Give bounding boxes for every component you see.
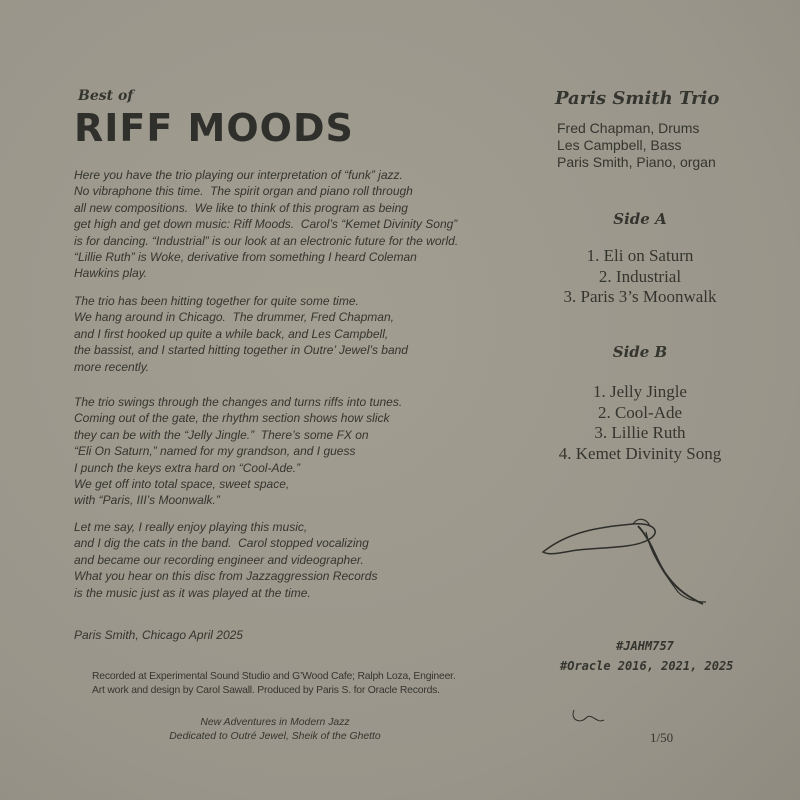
copyright: #Oracle 2016, 2021, 2025: [560, 659, 734, 673]
track: 3. Lillie Ruth: [594, 423, 686, 442]
side-b-heading: Side B: [612, 343, 668, 361]
signature: Paris Smith, Chicago April 2025: [74, 628, 243, 642]
best-of-label: Best of: [78, 88, 134, 104]
album-title: RIFF MOODS: [74, 106, 354, 150]
liner-paragraph: The trio has been hitting together for quite some time. We hang around in Chicago. The drummer, Fred Chapman, and I first hooked up quite a while back, and Les Campbell, the bassist, and I started hitting together in Outre’ Jewel’s band more recently.: [74, 294, 408, 374]
jazzaggression-logo: [570, 680, 690, 726]
edition-number: 1/50: [650, 730, 674, 745]
liner-paragraph: The trio swings through the changes and turns riffs into tunes. Coming out of the gate, the rhythm section shows how slick they can be with the “Jelly Jingle.” There’s some FX on “Eli On Saturn,” named for my grandson, and I guess I punch the keys extra hard on “Cool-Ade.” We get off into total space, sweet space, with “Paris, III’s Moonwalk.”: [74, 395, 403, 508]
liner-paragraph: Let me say, I really enjoy playing this music, and I dig the cats in the band. Carol stopped vocalizing and became our recording engineer and videographer. What you hear on this disc from Jazzaggression Records is the music just as it was played at the time.: [74, 520, 378, 600]
credits: [92, 670, 456, 698]
dedication: [130, 716, 420, 744]
track: 3. Paris 3’s Moonwalk: [563, 287, 717, 306]
side-a-tracklist: [510, 246, 770, 308]
credit-line: New Adventures in Modern Jazz: [200, 717, 350, 728]
band-name: Paris Smith Trio: [555, 88, 720, 109]
side-a-heading: Side A: [613, 210, 667, 228]
credit-line: Recorded at Experimental Sound Studio and G’Wood Cafe; Ralph Loza, Engineer.: [92, 671, 456, 682]
credit-line: Dedicated to Outré Jewel, Sheik of the Ghetto: [169, 731, 381, 742]
liner-paragraph: Here you have the trio playing our interpretation of “funk” jazz. No vibraphone this time. The spirit organ and piano roll through all new compositions. We like to think of this program as being get high and get down music: Riff Moods. Carol’s “Kemet Divinity Song” is for dancing. “Industrial” is our look at an electronic future for the world. “Lillie Ruth” is Woke, derivative from something I heard Coleman Hawkins play.: [74, 168, 459, 281]
member: Les Campbell, Bass: [557, 137, 682, 153]
line-drawing-illustration: [538, 512, 718, 612]
catalog-info: [560, 636, 734, 676]
band-members: [557, 120, 716, 171]
track: 2. Industrial: [598, 266, 682, 286]
track: 2. Cool-Ade: [597, 402, 683, 422]
track: 4. Kemet Divinity Song: [558, 443, 722, 463]
side-b-tracklist: [510, 382, 770, 464]
track: 1. Eli on Saturn: [586, 246, 694, 265]
catalog-number: #JAHM757: [616, 639, 674, 653]
member: Paris Smith, Piano, organ: [557, 154, 716, 170]
credit-line: Art work and design by Carol Sawall. Produced by Paris S. for Oracle Records.: [92, 685, 440, 696]
track: 1. Jelly Jingle: [593, 382, 687, 401]
member: Fred Chapman, Drums: [557, 120, 700, 136]
